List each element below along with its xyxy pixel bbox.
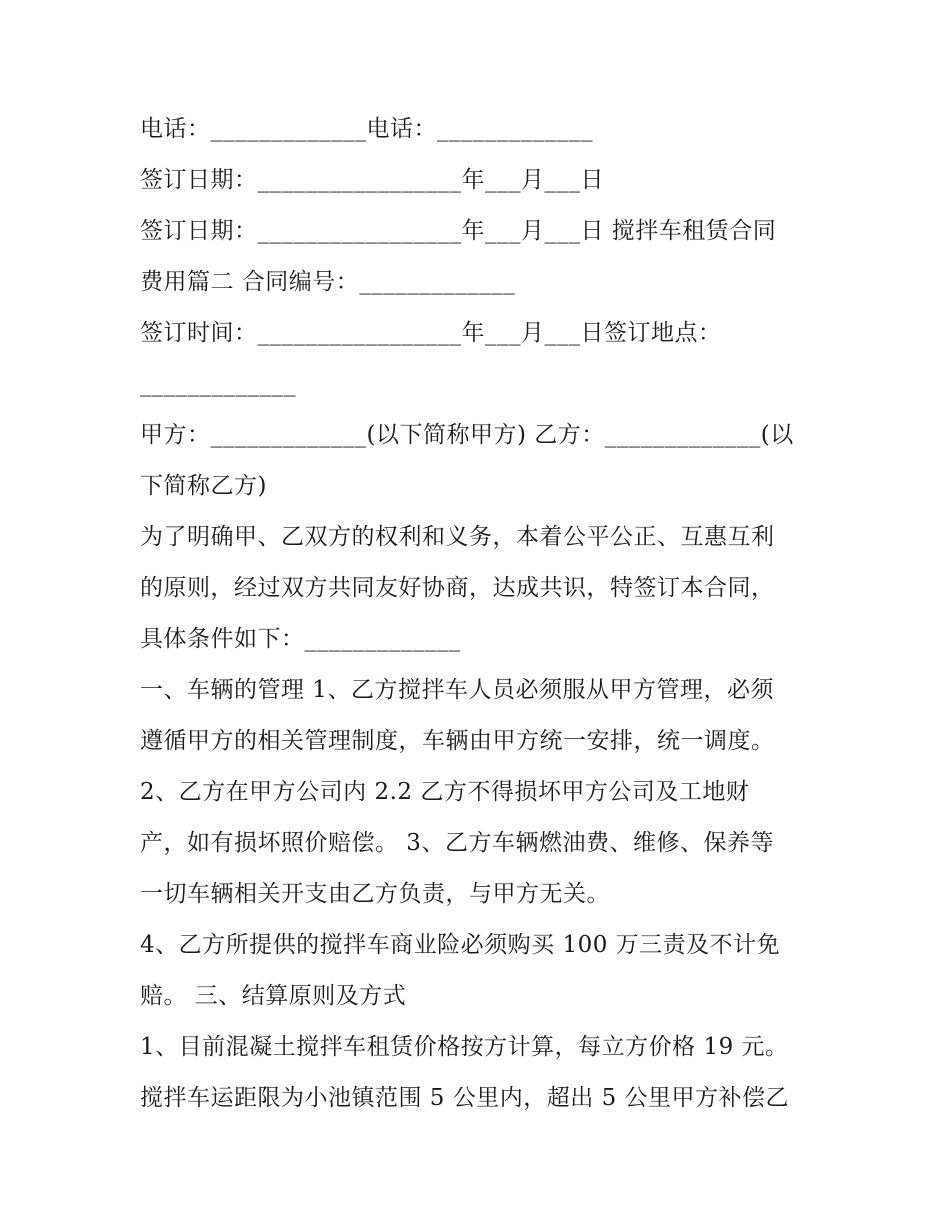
text-line: 2、乙方在甲方公司内 2.2 乙方不得损坏甲方公司及工地财 [140,779,750,805]
document-body [140,104,820,1124]
text-line: 下简称乙方) [140,473,267,499]
text-line: 搅拌车运距限为小池镇范围 5 公里内，超出 5 公里甲方补偿乙 [140,1085,790,1111]
text-line: 4、乙方所提供的搅拌车商业险必须购买 100 万三责及不计免 [140,932,781,958]
text-line: 甲方：_____________(以下简称甲方) 乙方：_____________(以 [140,422,794,448]
text-line: 电话：_____________电话：_____________ [140,116,593,142]
text-line: 签订时间：_________________年___月___日签订地点： [140,320,722,346]
text-line: 遵循甲方的相关管理制度，车辆由甲方统一安排，统一调度。 [140,728,775,754]
text-line: 签订日期：_________________年___月___日 搅拌车租赁合同 [140,218,777,244]
text-line: 的原则，经过双方共同友好协商，达成共识，特签订本合同， [140,575,775,601]
text-line: 赔。 三、结算原则及方式 [140,983,407,1009]
text-line: _____________ [140,371,296,397]
text-line: 具体条件如下：_____________ [140,626,461,652]
text-line: 为了明确甲、乙双方的权利和义务，本着公平公正、互惠互利 [140,524,775,550]
text-line: 1、目前混凝土搅拌车租赁价格按方计算，每立方价格 19 元。 [140,1034,789,1060]
text-line: 一切车辆相关开支由乙方负责，与甲方无关。 [140,881,610,907]
text-line: 签订日期：_________________年___月___日 [140,167,604,193]
text-line: 一、车辆的管理 1、乙方搅拌车人员必须服从甲方管理，必须 [140,677,774,703]
text-line: 产，如有损坏照价赔偿。 3、乙方车辆燃油费、维修、保养等 [140,830,774,856]
text-line: 费用篇二 合同编号：_____________ [140,269,516,295]
